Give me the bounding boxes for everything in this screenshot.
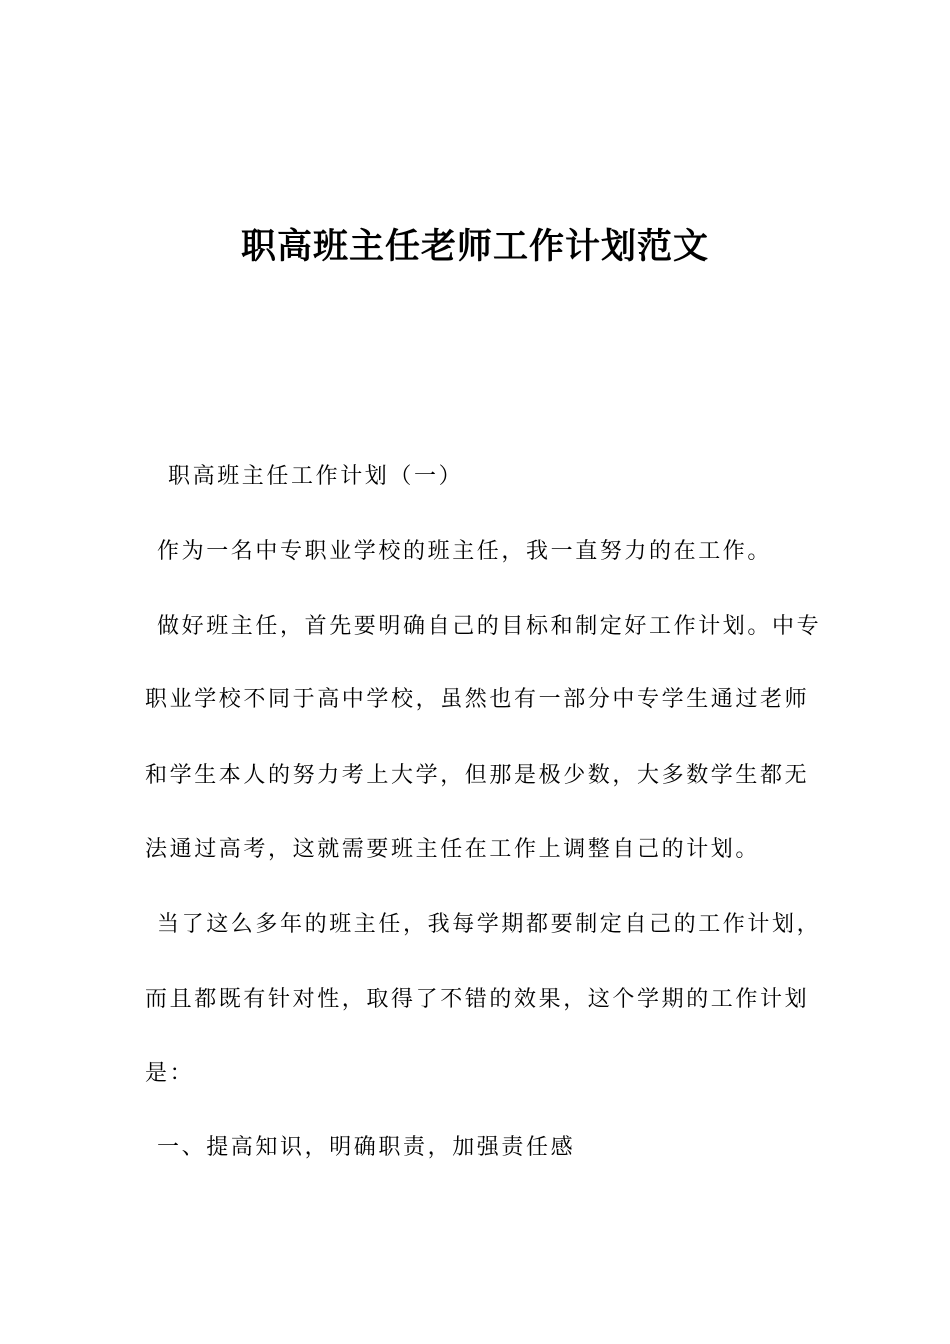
- paragraph-line: 法通过高考，这就需要班主任在工作上调整自己的计划。: [145, 837, 761, 862]
- paragraph-line: 当了这么多年的班主任，我每学期都要制定自己的工作计划，: [157, 912, 822, 937]
- section-heading: 一、提高知识，明确职责，加强责任感: [157, 1135, 576, 1160]
- paragraph-line: 是：: [145, 1061, 195, 1086]
- document-title: 职高班主任老师工作计划范文: [240, 227, 709, 267]
- paragraph-line: 和学生本人的努力考上大学，但那是极少数，大多数学生都无: [145, 763, 810, 788]
- paragraph-line: 而且都既有针对性，取得了不错的效果，这个学期的工作计划: [145, 987, 810, 1012]
- section-heading: 职高班主任工作计划（一）: [168, 464, 464, 489]
- paragraph-line: 职业学校不同于高中学校，虽然也有一部分中专学生通过老师: [145, 687, 810, 712]
- paragraph-line: 做好班主任，首先要明确自己的目标和制定好工作计划。中专: [157, 614, 822, 639]
- paragraph-line: 作为一名中专职业学校的班主任，我一直努力的在工作。: [157, 539, 773, 564]
